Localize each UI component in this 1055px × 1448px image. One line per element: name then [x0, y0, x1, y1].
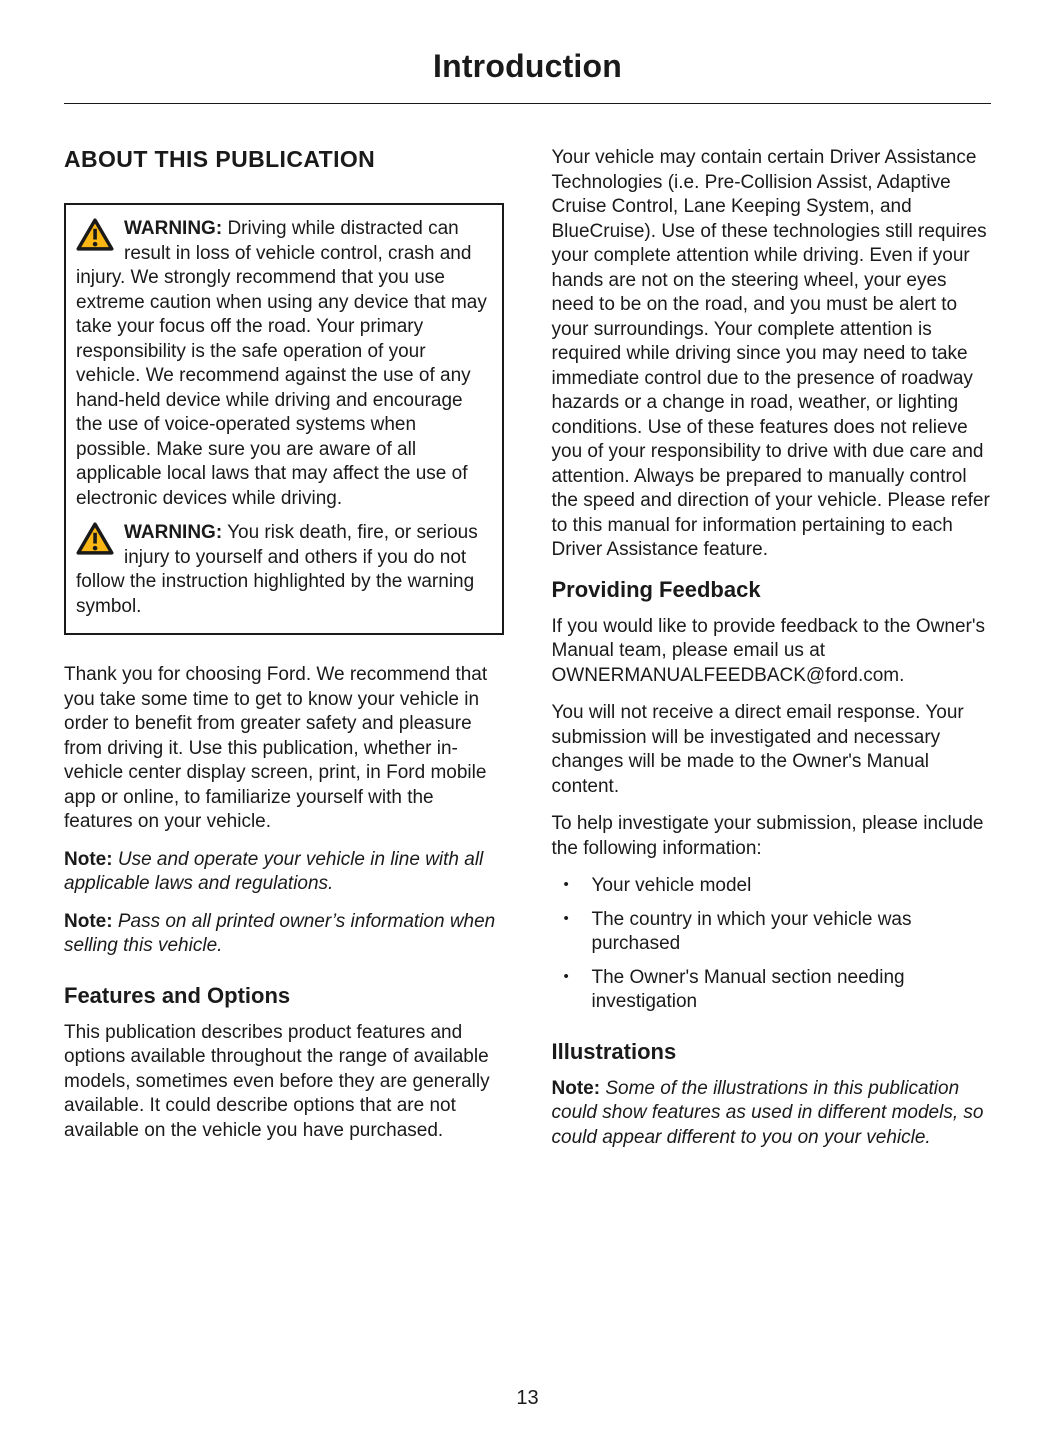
title-divider	[64, 103, 991, 104]
subheading-illustrations: Illustrations	[551, 1038, 677, 1064]
note-label: Note:	[551, 1077, 601, 1099]
warning-triangle-icon	[76, 218, 116, 252]
features-paragraph: This publication describes product features and options available throughout the range of available models, sometimes even before they are generally available. It could describe options that are not available on the vehicle you have purchased.	[64, 1021, 490, 1141]
warning-paragraph-1	[76, 217, 492, 511]
feedback-paragraph-response: You will not receive a direct email response. Your submission will be investigated and necessary changes will be made to the Owner's Manual content.	[551, 702, 964, 797]
section-heading-about-this-publication: ABOUT THIS PUBLICATION	[64, 146, 376, 172]
note-label: Note:	[64, 848, 113, 870]
warning-label: WARNING:	[124, 218, 223, 239]
right-column	[552, 146, 992, 1163]
two-column-layout	[64, 146, 991, 1163]
note-illustrations	[552, 1077, 992, 1151]
warning-label: WARNING:	[124, 522, 223, 543]
warning-triangle-icon	[76, 522, 116, 556]
feedback-paragraph-email: If you would like to provide feedback to the Owner's Manual team, please email us at OWNERMANUALFEEDBACK@ford.com.	[551, 615, 985, 686]
note-text: Some of the illustrations in this publication could show features as used in different models, so could appear different to you on your vehicle.	[551, 1077, 984, 1148]
feedback-paragraph-include: To help investigate your submission, please include the following information:	[551, 813, 984, 859]
feedback-info-list	[552, 874, 992, 1015]
subheading-features-and-options: Features and Options	[64, 982, 291, 1008]
intro-paragraph: Thank you for choosing Ford. We recommend that you take some time to get to know your vehicle in order to benefit from greater safety and pleasure from driving it. Use this publication, whether in-vehicle center display screen, print, in Ford mobile app or online, to familiarize yourself with the features on your vehicle.	[64, 664, 488, 832]
note-pass-on	[64, 910, 504, 959]
page-title: Introduction	[432, 48, 623, 84]
note-text: Pass on all printed owner’s information when selling this vehicle.	[64, 910, 496, 956]
list-item: • The country in which your vehicle was purchased	[552, 908, 992, 957]
note-text: Use and operate your vehicle in line with all applicable laws and regulations.	[64, 848, 484, 894]
driver-assistance-paragraph: Your vehicle may contain certain Driver Assistance Technologies (i.e. Pre-Collision Assist, Adaptive Cruise Control, Lane Keeping System, and BlueCruise). Use of these technologies still requires your complete attention while driving. Even if your hands are not on the steering wheel, your eyes need to be on the road, and you must be alert to your surroundings. Your complete attention is required while driving since you may need to take immediate control due to the presence of roadway hazards or a change in road, weather, or lighting conditions. Use of these features does not relieve you of your responsibility to drive with due care and attention. Always be prepared to manually control the speed and direction of your vehicle. Please refer to this manual for information pertaining to each Driver Assistance feature.	[551, 147, 990, 560]
warning-text: You risk death, fire, or serious injury to yourself and others if you do not follow the instruction highlighted by the warning symbol.	[76, 522, 478, 617]
list-item: • Your vehicle model	[552, 874, 992, 899]
warning-text: Driving while distracted can result in loss of vehicle control, crash and injury. We strongly recommend that you use extreme caution when using any device that may take your focus off the road. Your primary responsibility is the safe operation of your vehicle. We recommend against the use of any hand-held device while driving and encourage the use of voice-operated systems when possible. Make sure you are aware of all applicable local laws that may affect the use of electronic devices while driving.	[76, 218, 487, 509]
warning-box	[64, 203, 504, 635]
note-laws	[64, 848, 504, 897]
list-item: • The Owner's Manual section needing investigation	[552, 966, 992, 1015]
subheading-providing-feedback: Providing Feedback	[551, 576, 761, 602]
warning-paragraph-2	[76, 521, 492, 619]
note-label: Note:	[64, 910, 113, 932]
page-number: 13	[516, 1387, 539, 1409]
left-column	[64, 146, 504, 1163]
